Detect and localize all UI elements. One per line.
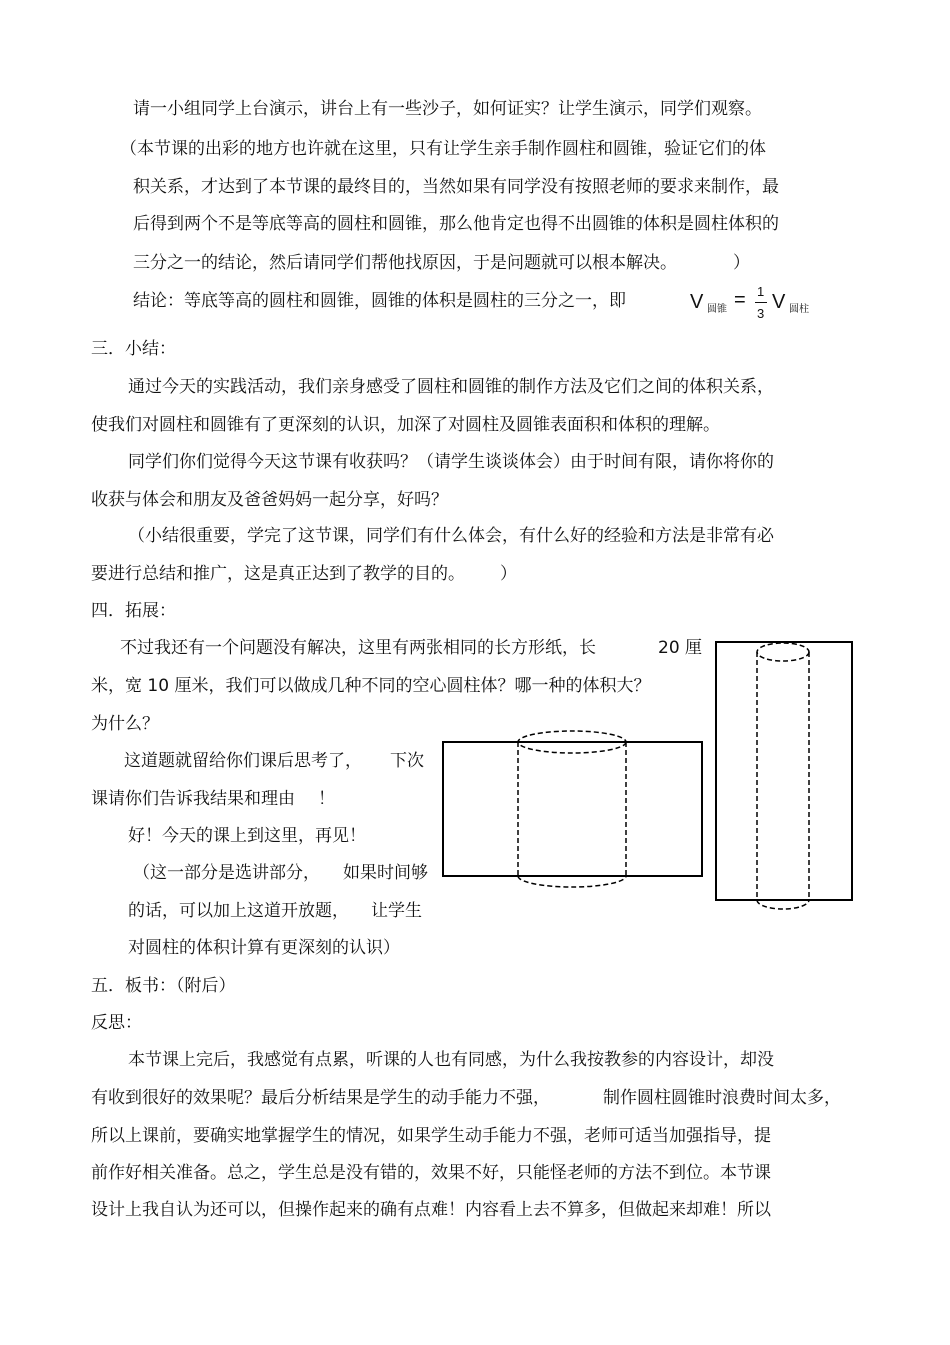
formula-denominator: 3	[757, 306, 765, 321]
text-line: 三分之一的结论，然后请同学们帮他找原因，于是问题就可以根本解决。	[133, 253, 677, 273]
text-line: 的话，可以加上这道开放题，	[128, 901, 349, 921]
text-line: 为什么？	[91, 714, 159, 734]
text-line: 课请你们告诉我结果和理由	[91, 789, 295, 809]
text-line: 下次	[390, 751, 424, 771]
formula-equals: =	[734, 289, 746, 311]
text-line: 好！今天的课上到这里，再见！	[128, 826, 366, 846]
formula-v-cone: V	[690, 291, 704, 313]
text-line: 请一小组同学上台演示，讲台上有一些沙子，如何证实？让学生演示，同学们观察。	[133, 99, 762, 119]
text-line: 本节课上完后，我感觉有点累，听课的人也有同感，为什么我按教参的内容设计，却没	[128, 1050, 774, 1070]
text-line: 如果时间够	[343, 863, 428, 883]
text-line: 有收到很好的效果呢？最后分析结果是学生的动手能力不强，	[91, 1088, 550, 1108]
formula-v-cylinder: V	[772, 291, 786, 313]
volume-formula	[690, 284, 820, 330]
formula-fraction-bar	[755, 302, 767, 303]
text-line: 制作圆柱圆锥时浪费时间太多，	[603, 1088, 841, 1108]
tall-cylinder-top	[757, 643, 809, 661]
tall-paper-rectangle	[716, 642, 852, 900]
text-line: 这道题就留给你们课后思考了，	[124, 751, 362, 771]
section-heading: 反思：	[91, 1013, 142, 1033]
text-line: 后得到两个不是等底等高的圆柱和圆锥，那么他肯定也得不出圆锥的体积是圆柱体积的	[133, 214, 779, 234]
text-line: ！	[318, 789, 335, 809]
text-line: 通过今天的实践活动，我们亲身感受了圆柱和圆锥的制作方法及它们之间的体积关系，	[128, 377, 774, 397]
text-line: 收获与体会和朋友及爸爸妈妈一起分享，好吗？	[91, 490, 448, 510]
wide-cylinder-top	[518, 731, 626, 753]
formula-sub-cylinder: 圆柱	[789, 304, 809, 315]
text-line: 对圆柱的体积计算有更深刻的认识）	[128, 938, 400, 958]
text-line: 同学们你们觉得今天这节课有收获吗？（请学生谈谈体会）由于时间有限，请你将你的	[128, 452, 774, 472]
formula-sub-cone: 圆锥	[707, 304, 727, 315]
text-line: 20 厘	[658, 638, 703, 658]
text-line: ）	[733, 253, 750, 273]
text-line: ）	[500, 564, 517, 584]
text-line: 积关系，才达到了本节课的最终目的，当然如果有同学没有按照老师的要求来制作，最	[133, 177, 779, 197]
wide-cylinder-bottom	[518, 876, 626, 887]
text-line: 使我们对圆柱和圆锥有了更深刻的认识，加深了对圆柱及圆锥表面积和体积的理解。	[91, 415, 720, 435]
tall-cylinder-bottom	[757, 900, 809, 909]
section-heading: 四．拓展：	[91, 601, 176, 621]
text-line: 要进行总结和推广，这是真正达到了教学的目的。	[91, 564, 465, 584]
text-line: （这一部分是选讲部分，	[133, 863, 320, 883]
text-line: 米，宽 10 厘米，我们可以做成几种不同的空心圆柱体？哪一种的体积大？	[91, 676, 651, 696]
formula-numerator: 1	[757, 284, 765, 299]
text-line: 前作好相关准备。总之，学生总是没有错的，效果不好，只能怪老师的方法不到位。本节课	[91, 1163, 771, 1183]
text-line: （小结很重要，学完了这节课，同学们有什么体会，有什么好的经验和方法是非常有必	[128, 526, 774, 546]
section-heading: 三．小结：	[91, 339, 176, 359]
text-line: 所以上课前，要确实地掌握学生的情况，如果学生动手能力不强，老师可适当加强指导，提	[91, 1126, 771, 1146]
text-line: 不过我还有一个问题没有解决，这里有两张相同的长方形纸，长	[120, 638, 596, 658]
text-line: 设计上我自认为还可以，但操作起来的确有点难！内容看上去不算多，但做起来却难！所以	[91, 1200, 771, 1220]
section-heading: 五．板书：（附后）	[91, 976, 236, 996]
text-line: （本节课的出彩的地方也许就在这里，只有让学生亲手制作圆柱和圆锥，验证它们的体	[120, 139, 766, 159]
text-line: 让学生	[371, 901, 422, 921]
wide-paper-rectangle	[443, 742, 702, 876]
conclusion-line: 结论：等底等高的圆柱和圆锥，圆锥的体积是圆柱的三分之一，即	[133, 291, 626, 311]
